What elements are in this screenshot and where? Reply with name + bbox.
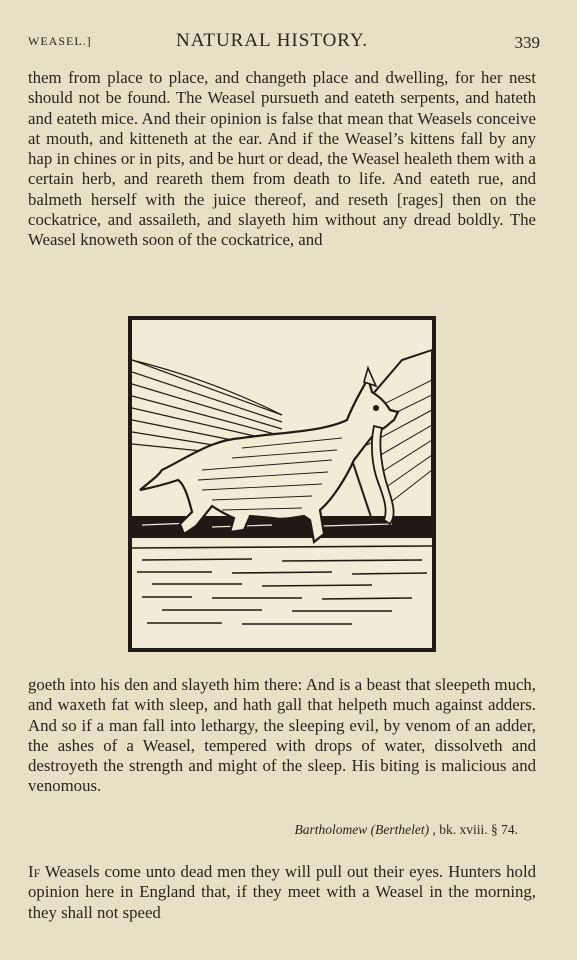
paragraph-3 <box>28 862 536 923</box>
citation-reference: , bk. xviii. § 74. <box>432 822 518 837</box>
page-header <box>28 30 540 56</box>
paragraph-2: goeth into his den and slayeth him there: And is a beast that sleepeth much, and waxeth fat with sleep, and hath gall that helpeth much against adders. And so if a man fall into lethargy, the sleeping evil, by venom of an adder, the ashes of a Weasel, tempered with drops of water, dissolveth and destroyeth the strength and might of the sleep. His biting is malicious and venomous. <box>28 675 536 796</box>
page-number: 339 <box>514 33 540 52</box>
paragraph-3-text: Weasels come unto dead men they will pull out their eyes. Hunters hold opinion here in England that, if they meet with a Weasel in the morning, they shall not speed <box>28 862 536 922</box>
paragraph-1: them from place to place, and changeth place and dwelling, for her nest should not be found. The Weasel pursueth and eateth serpents, and hateth and eateth mice. And their opinion is false that mean that Weasels conceive at mouth, and kitteneth at the ear. And if the Weasel’s kittens fall by any hap in chines or in pits, and be hurt or dead, the Weasel healeth them with a certain herb, and reareth them from death to life. And eateth rue, and balmeth herself with the juice thereof, and reseth [rages] then on the cockatrice, and assaileth, and slayeth him without any dread boldly. The Weasel knoweth soon of the cockatrice, and <box>28 68 536 250</box>
page-title: NATURAL HISTORY. <box>176 30 368 51</box>
citation <box>28 822 518 838</box>
paragraph-3-lead: If <box>28 862 41 881</box>
weasel-woodcut-drawing <box>132 320 432 648</box>
citation-author: Bartholomew <box>294 822 368 837</box>
weasel-woodcut-illustration <box>128 316 436 652</box>
citation-editor: (Berthelet) <box>370 822 430 837</box>
running-head: WEASEL.] <box>28 34 92 48</box>
